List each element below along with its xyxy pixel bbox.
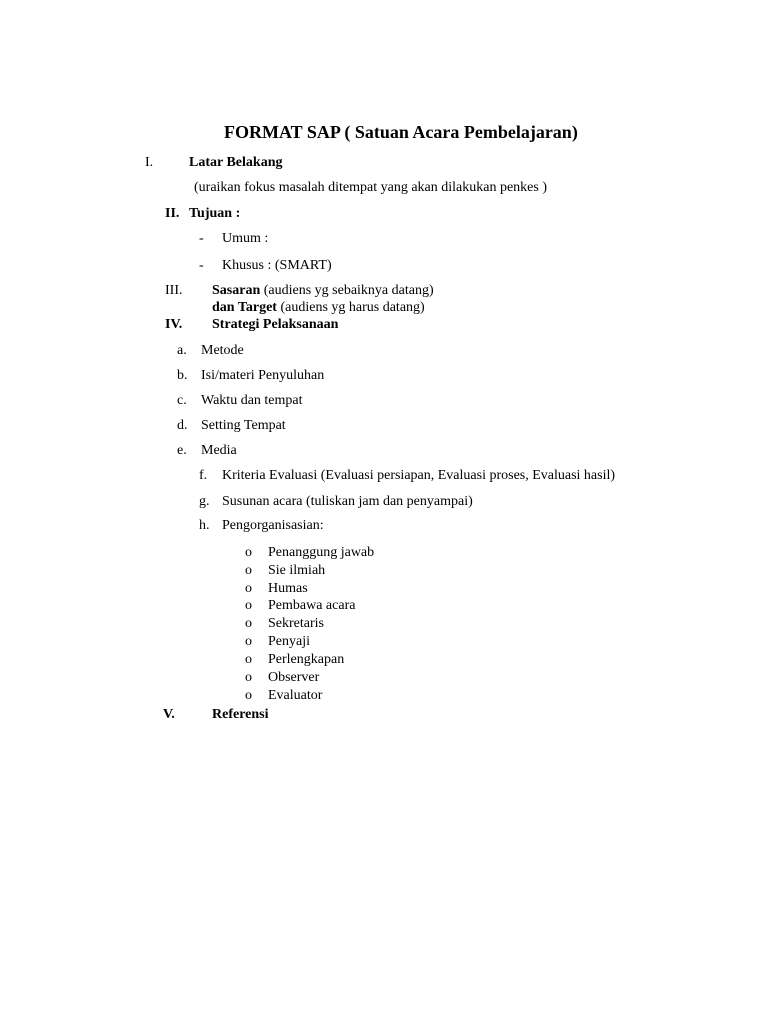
list-marker: g. <box>199 494 210 509</box>
section-2-heading: Tujuan : <box>189 206 241 221</box>
role-item: Perlengkapan <box>268 652 345 667</box>
sasaran-desc: (audiens yg sebaiknya datang) <box>260 283 434 298</box>
bullet-marker: o <box>245 545 252 560</box>
bullet-marker: o <box>245 563 252 578</box>
list-marker: b. <box>177 368 188 383</box>
list-item-waktu: Waktu dan tempat <box>201 393 303 408</box>
role-item: Penyaji <box>268 634 310 649</box>
bullet-marker: o <box>245 616 252 631</box>
section-4-number: IV. <box>165 317 183 332</box>
section-5-number: V. <box>163 707 175 722</box>
list-item-pengorganisasian: Pengorganisasian: <box>222 518 324 533</box>
target-label: dan Target <box>212 300 277 315</box>
bullet-marker: o <box>245 598 252 613</box>
section-2-number: II. <box>165 206 180 221</box>
role-item: Observer <box>268 670 320 685</box>
sasaran-label: Sasaran <box>212 283 261 298</box>
role-item: Humas <box>268 581 308 596</box>
tujuan-umum: Umum : <box>222 231 269 246</box>
page-title: FORMAT SAP ( Satuan Acara Pembelajaran) <box>224 122 578 142</box>
list-marker: h. <box>199 518 210 533</box>
bullet-marker: o <box>245 652 252 667</box>
bullet-marker: o <box>245 634 252 649</box>
section-1-number: I. <box>145 155 154 170</box>
list-item-metode: Metode <box>201 343 244 358</box>
role-item: Sekretaris <box>268 616 324 631</box>
dash-marker: - <box>199 258 204 273</box>
section-4-heading: Strategi Pelaksanaan <box>212 317 339 332</box>
bullet-marker: o <box>245 581 252 596</box>
dash-marker: - <box>199 231 204 246</box>
role-item: Pembawa acara <box>268 598 356 613</box>
list-marker: a. <box>177 343 187 358</box>
role-item: Evaluator <box>268 688 323 703</box>
section-3-line-1 <box>212 284 434 298</box>
list-item-kriteria: Kriteria Evaluasi (Evaluasi persiapan, Evaluasi proses, Evaluasi hasil) <box>222 468 616 483</box>
bullet-marker: o <box>245 688 252 703</box>
section-3-number: III. <box>165 283 183 298</box>
section-1-heading: Latar Belakang <box>189 155 283 170</box>
section-5-heading: Referensi <box>212 707 269 722</box>
tujuan-khusus: Khusus : (SMART) <box>222 258 332 273</box>
list-marker: f. <box>199 468 208 483</box>
target-desc: (audiens yg harus datang) <box>276 300 425 315</box>
bullet-marker: o <box>245 670 252 685</box>
list-marker: d. <box>177 418 188 433</box>
list-item-setting: Setting Tempat <box>201 418 286 433</box>
role-item: Sie ilmiah <box>268 563 326 578</box>
list-marker: c. <box>177 393 187 408</box>
role-item: Penanggung jawab <box>268 545 375 560</box>
list-marker: e. <box>177 443 187 458</box>
section-3-line-2 <box>212 301 425 315</box>
list-item-isi-materi: Isi/materi Penyuluhan <box>201 368 325 383</box>
list-item-susunan: Susunan acara (tuliskan jam dan penyampai) <box>222 494 473 509</box>
section-1-description: (uraikan fokus masalah ditempat yang akan dilakukan penkes ) <box>194 180 547 195</box>
list-item-media: Media <box>201 443 237 458</box>
